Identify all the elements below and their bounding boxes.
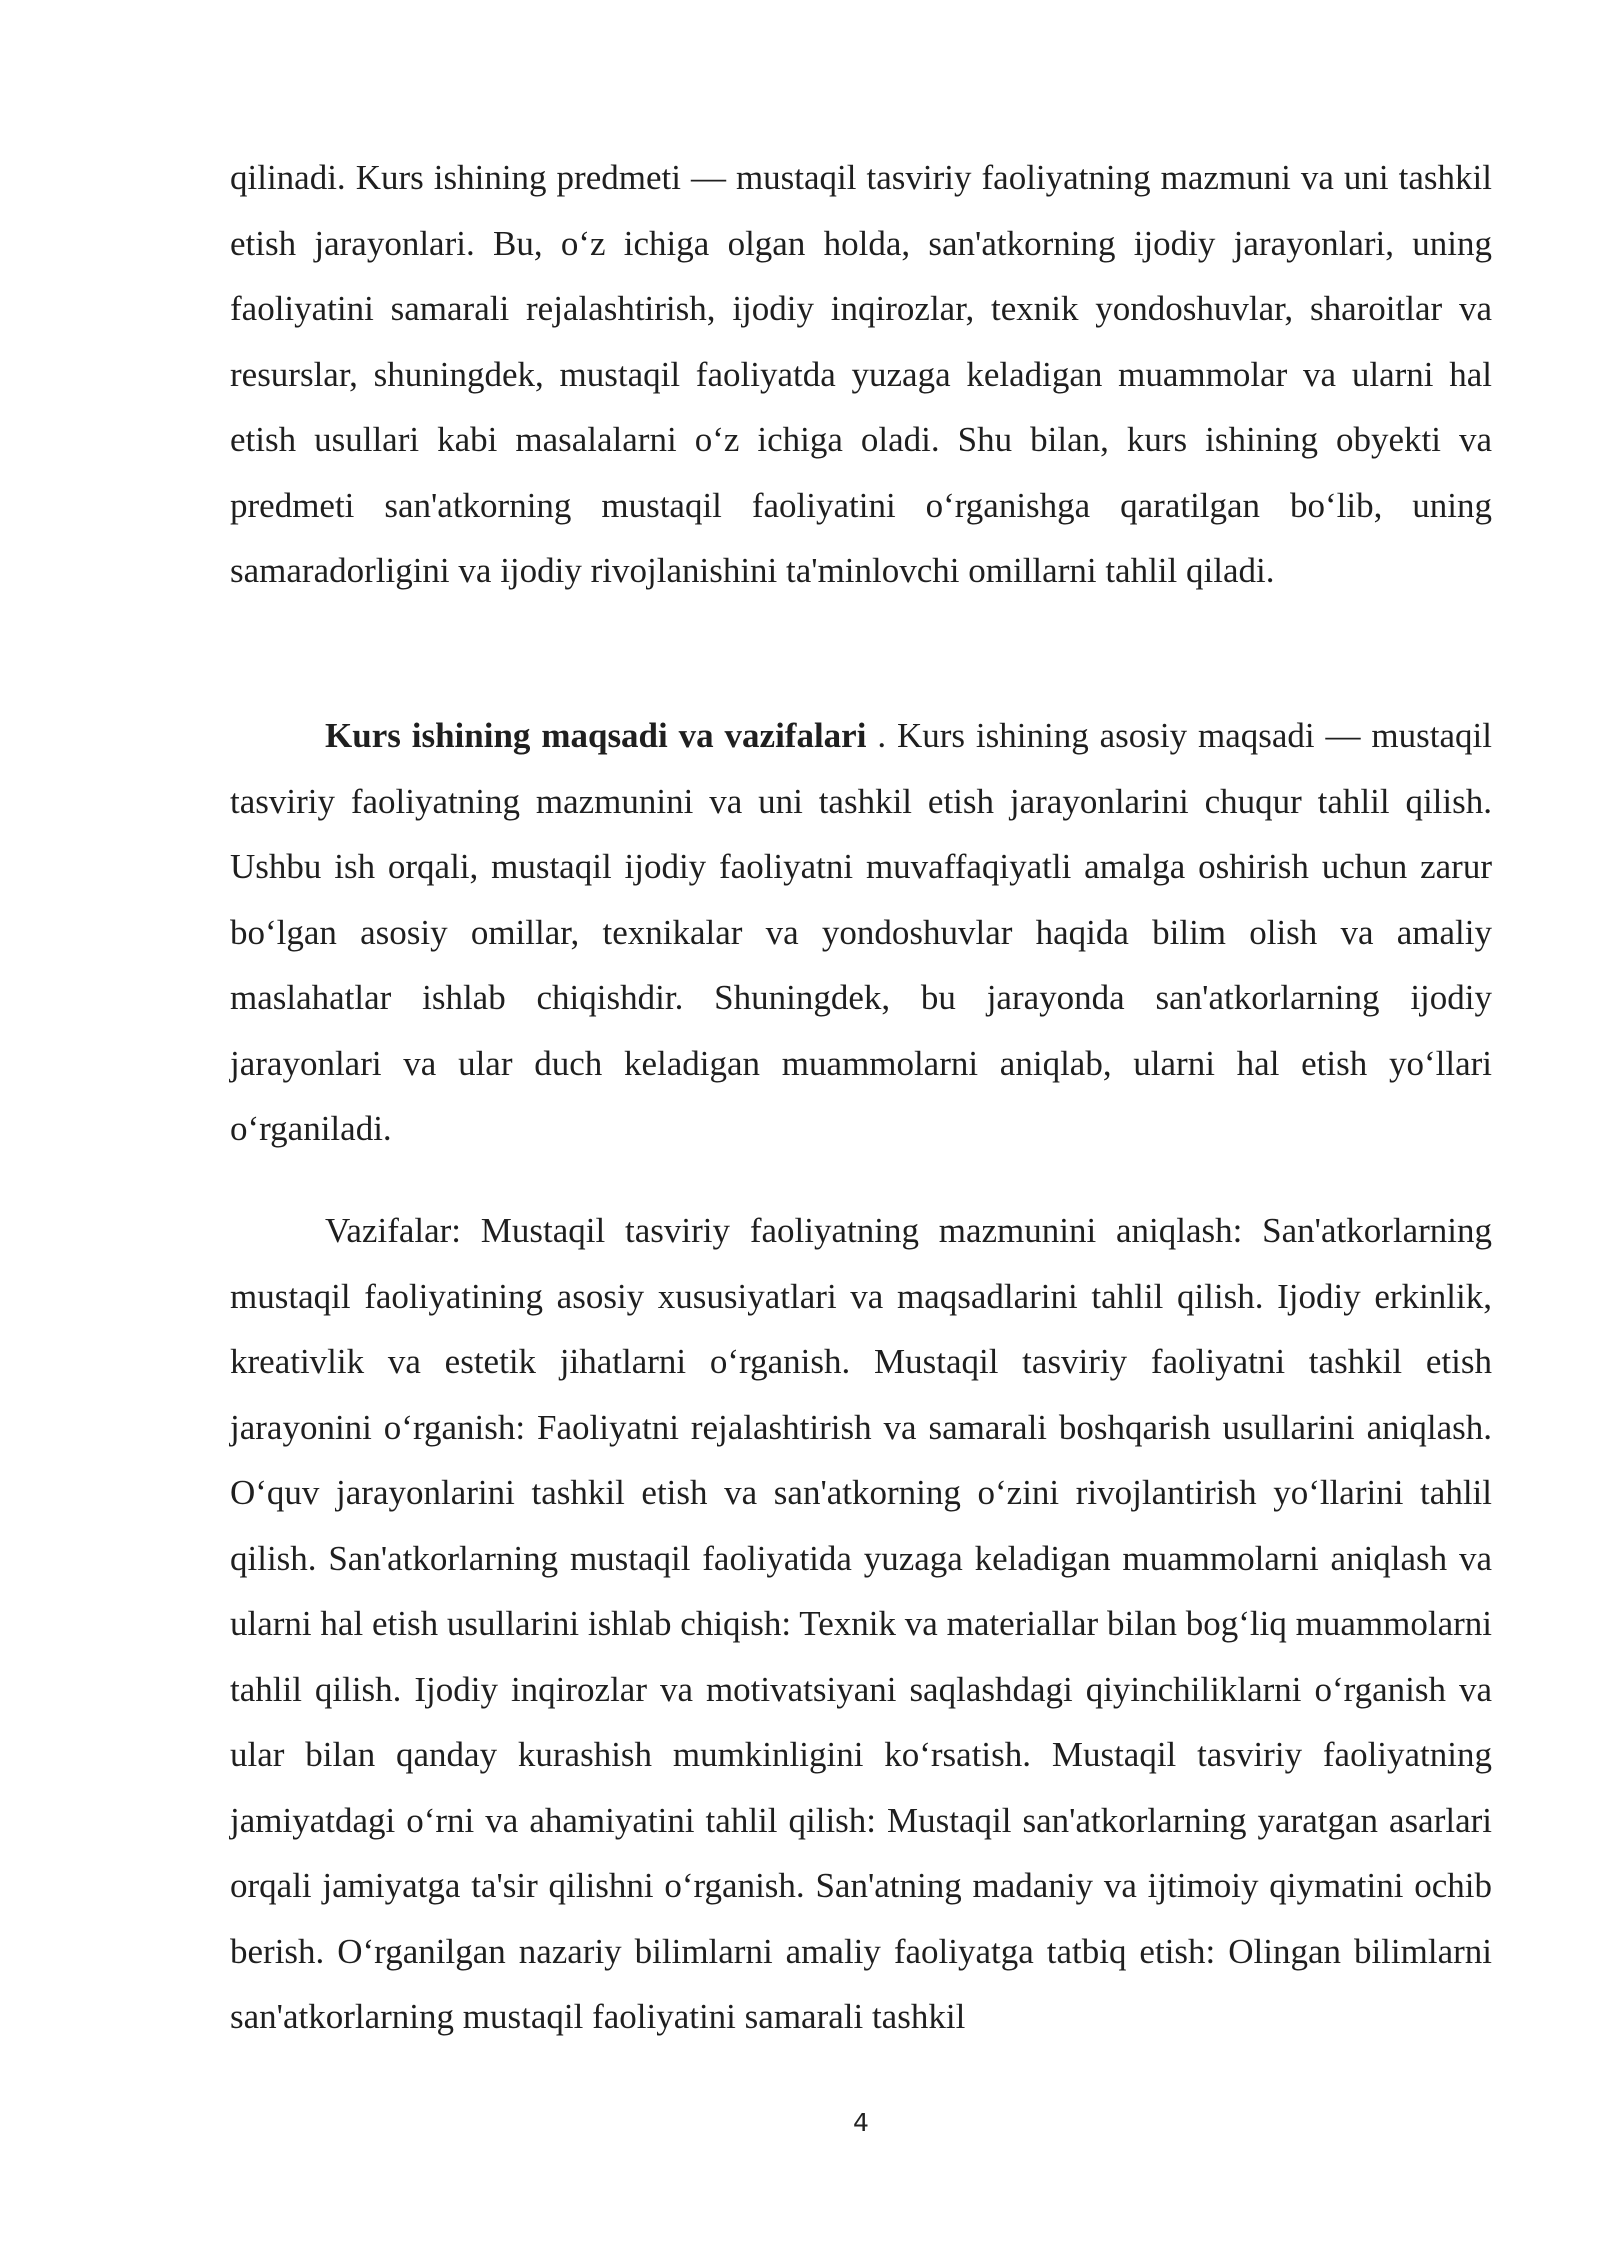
section-heading-goals: Kurs ishining maqsadi va vazifalari <box>325 716 867 755</box>
page-number: 4 <box>853 2108 869 2137</box>
paragraph-object-subject: qilinadi. Kurs ishining predmeti — mustaqil tasviriy faoliyatning mazmuni va uni tashkil etish jarayonlari. Bu, o‘z ichiga olgan holda, san'atkorning ijodiy jarayonlari, uning faoliyatini samarali rejalashtirish, ijodiy inqirozlar, texnik yondoshuvlar, sharoitlar va resurslar, shuningdek, mustaqil faoliyatda yuzaga keladigan muammolar va ularni hal etish usullari kabi masalalarni o‘z ichiga oladi. Shu bilan, kurs ishining obyekti va predmeti san'atkorning mustaqil faoliyatini o‘rganishga qaratilgan bo‘lib, uning samaradorligini va ijodiy rivojlanishini ta'minlovchi omillarni tahlil qiladi. <box>230 158 1492 590</box>
paragraph-goals <box>230 703 1492 1162</box>
paragraph-tasks: Vazifalar: Mustaqil tasviriy faoliyatning mazmunini aniqlash: San'atkorlarning mustaqil faoliyatining asosiy xususiyatlari va maqsadlarini tahlil qilish. Ijodiy erkinlik, kreativlik va estetik jihatlarni o‘rganish. Mustaqil tasviriy faoliyatni tashkil etish jarayonini o‘rganish: Faoliyatni rejalashtirish va samarali boshqarish usullarini aniqlash. O‘quv jarayonlarini tashkil etish va san'atkorning o‘zini rivojlantirish yo‘llarini tahlil qilish. San'atkorlarning mustaqil faoliyatida yuzaga keladigan muammolarni aniqlash va ularni hal etish usullarini ishlab chiqish: Texnik va materiallar bilan bog‘liq muammolarni tahlil qilish. Ijodiy inqirozlar va motivatsiyani saqlashdagi qiyinchiliklarni o‘rganish va ular bilan qanday kurashish mumkinligini ko‘rsatish. Mustaqil tasviriy faoliyatning jamiyatdagi o‘rni va ahamiyatini tahlil qilish: Mustaqil san'atkorlarning yaratgan asarlari orqali jamiyatga ta'sir qilishni o‘rganish. San'atning madaniy va ijtimoiy qiymatini ochib berish. O‘rganilgan nazariy bilimlarni amaliy faoliyatga tatbiq etish: Olingan bilimlarni san'atkorlarning mustaqil faoliyatini samarali tashkil <box>230 1211 1492 2036</box>
paragraph-goals-body: . Kurs ishining asosiy maqsadi — mustaqil tasviriy faoliyatning mazmunini va uni tashkil etish jarayonlarini chuqur tahlil qilish. Ushbu ish orqali, mustaqil ijodiy faoliyatni muvaffaqiyatli amalga oshirish uchun zarur bo‘lgan asosiy omillar, texnikalar va yondoshuvlar haqida bilim olish va amaliy maslahatlar ishlab chiqishdir. Shuningdek, bu jarayonda san'atkorlarning ijodiy jarayonlari va ular duch keladigan muammolarni aniqlab, ularni hal etish yo‘llari o‘rganiladi. <box>230 716 1492 1148</box>
